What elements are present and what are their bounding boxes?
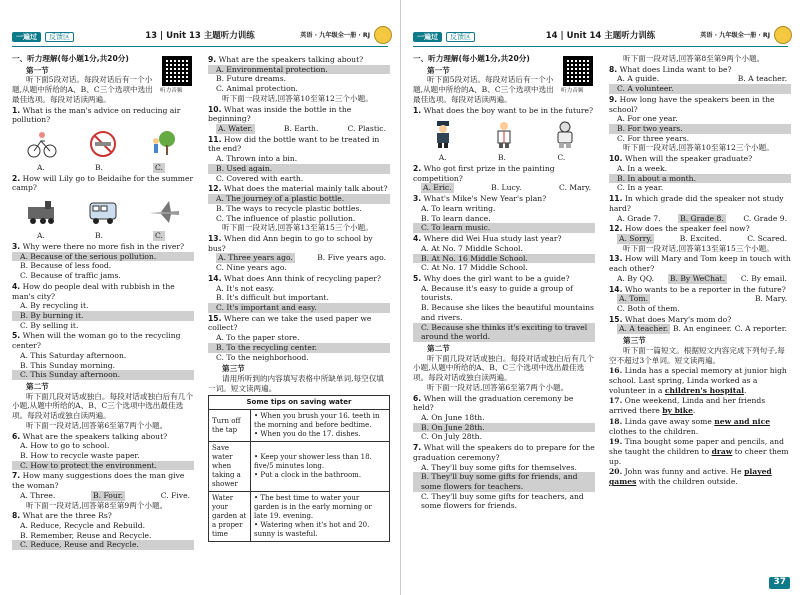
option-b[interactable]: B. For two years. xyxy=(609,124,791,134)
question-3: 3. What's Mike's New Year's plan? xyxy=(413,194,547,204)
instructions: 请用所听到的内容填写表格中所缺单词,每空仅填一词。短文读两遍。 xyxy=(208,374,384,393)
right-col-b xyxy=(609,54,791,487)
section-tag: 反馈区 xyxy=(45,32,74,43)
option-a[interactable]: A. xyxy=(37,231,45,241)
fill-item-16: 16. Linda has a special memory at junior high school. Last spring, Linda worked as a volunteer in a children's hospital. xyxy=(609,366,787,395)
option-c[interactable]: C. Covered with earth. xyxy=(216,173,304,183)
question-3: 3. Why were there no more fish in the river? xyxy=(12,241,185,251)
question-2: 2. Who got first prize in the painting competition? xyxy=(413,164,555,183)
answer-blank[interactable]: children's hospital xyxy=(664,385,745,395)
train-icon xyxy=(25,197,59,227)
picture-labels xyxy=(12,231,194,241)
question-13: 13. When did Ann begin to go to school by bus? xyxy=(208,233,373,253)
sub-instructions: 听下面一段对话,回答第13至第15三个小题。 xyxy=(623,243,774,253)
question-8: 8. What are the three Rs? xyxy=(12,511,112,521)
question-7: 7. What will the speakers do to prepare for the graduation ceremony? xyxy=(413,443,595,462)
option-b[interactable]: B. xyxy=(94,231,103,241)
table-row xyxy=(209,492,390,542)
picture-options xyxy=(413,117,595,151)
question-4: 4. How do people deal with rubbish in the man's city? xyxy=(12,281,175,301)
option-a[interactable]: A. To learn writing. xyxy=(421,203,496,213)
option-b[interactable]: B. How to recycle waste paper. xyxy=(20,451,140,460)
sub-instructions: 听下面一段对话,回答第13至第15三个小题。 xyxy=(222,223,373,233)
tree-planting-icon xyxy=(147,129,181,159)
table-key: Save water when taking a shower xyxy=(209,442,251,492)
picture-options xyxy=(12,127,194,161)
option-b[interactable]: B. xyxy=(497,153,506,163)
fill-item-19: 19. Tina bought some paper and pencils, and she taught the children to draw to cheer them up. xyxy=(609,437,789,466)
option-b[interactable]: B. It's difficult but important. xyxy=(216,293,329,303)
option-c[interactable]: C. On July 28th. xyxy=(421,432,482,442)
option-c[interactable]: C. Because she thinks it's exciting to travel around the world. xyxy=(413,323,595,342)
option-b[interactable]: B. Grade 8. xyxy=(680,213,724,223)
answer-blank[interactable]: new and nice xyxy=(714,416,771,426)
part-heading: 一、听力理解(每小题1分,共20分) xyxy=(12,54,129,63)
option-b[interactable]: B. Five years ago. xyxy=(317,253,386,263)
option-b[interactable]: B. Because she likes the beautiful mountains and rivers. xyxy=(421,303,594,322)
header-rule xyxy=(12,46,388,47)
sub-instructions: 听下面一段对话,回答第8至第9两个小题。 xyxy=(623,54,765,63)
picture-labels xyxy=(12,163,194,173)
option-c[interactable]: C. Mary. xyxy=(558,183,591,193)
option-a[interactable]: A. They'll buy some gifts for themselves. xyxy=(421,462,577,472)
inline-options xyxy=(609,274,791,284)
question-4: 4. Where did Wei Hua study last year? xyxy=(413,234,562,244)
option-b[interactable]: B. At No. 16 Middle School. xyxy=(413,254,595,264)
option-a[interactable]: A. A teacher. xyxy=(619,324,669,334)
option-b[interactable]: B. Remember, Reuse and Recycle. xyxy=(20,530,152,540)
question-7: 7. How many suggestions does the man give the woman? xyxy=(12,471,185,491)
inline-options xyxy=(208,124,390,134)
option-b[interactable]: B. To learn dance. xyxy=(421,213,491,223)
option-c[interactable]: C. A volunteer. xyxy=(609,84,791,94)
option-a[interactable]: A. To the paper store. xyxy=(216,333,300,343)
table-key: Turn off the tap xyxy=(209,410,251,442)
sub-instructions: 听下面一段对话,回答第6至第7两个小题。 xyxy=(26,420,168,430)
header-rule xyxy=(413,46,788,47)
question-2: 2. How will Lily go to Beidaihe for the summer camp? xyxy=(12,173,194,193)
option-b[interactable]: B. This Sunday morning. xyxy=(20,360,116,370)
question-6: 6. What are the speakers talking about? xyxy=(12,431,168,441)
option-b[interactable]: B. To the recycling center. xyxy=(208,343,390,353)
option-b[interactable]: B. On June 28th. xyxy=(413,423,595,433)
right-header xyxy=(401,30,800,44)
question-8: 8. What does Linda want to be? xyxy=(609,64,732,74)
question-13: 13. How will Mary and Tom keep in touch with each other? xyxy=(609,254,791,274)
sub-instructions: 听下面一段对话,回答第10至第12三个小题。 xyxy=(623,143,774,153)
question-6: 6. When will the graduation ceremony be held? xyxy=(413,393,574,413)
option-c[interactable]: C. xyxy=(154,163,163,173)
option-c[interactable]: C. xyxy=(154,231,163,241)
option-c[interactable]: C. The influence of plastic pollution. xyxy=(216,213,356,223)
option-b[interactable]: B. They'll buy some gifts for friends, and some flowers for teachers. xyxy=(413,472,595,491)
inline-options xyxy=(609,214,791,224)
sub-instructions: 听下面一段对话,回答第6至第7两个小题。 xyxy=(427,382,569,392)
option-b[interactable]: B. Lucy. xyxy=(491,183,522,193)
option-c[interactable]: C. At No. 17 Middle School. xyxy=(421,263,528,273)
option-c[interactable]: C. xyxy=(557,153,566,163)
question-12: 12. How does the speaker feel now? xyxy=(609,224,750,234)
option-b[interactable]: B. Excited. xyxy=(679,233,722,243)
option-a[interactable]: A. For one year. xyxy=(617,114,678,124)
option-b[interactable]: B. xyxy=(94,163,103,173)
option-a[interactable]: A. xyxy=(438,153,447,163)
answer-blank[interactable]: draw xyxy=(711,447,733,457)
fill-item-17: 17. One weekend, Linda and her friends arrived there by bike. xyxy=(609,396,766,416)
bus-icon xyxy=(86,197,120,227)
qr-caption: 听力音频 xyxy=(561,88,584,94)
table-row xyxy=(209,410,390,442)
left-col-a xyxy=(12,54,194,550)
option-c[interactable]: C. For three years. xyxy=(617,133,690,143)
answer-blank[interactable]: played games xyxy=(609,467,772,487)
option-a[interactable]: A. By QQ. xyxy=(617,273,655,283)
option-b[interactable]: B. Used again. xyxy=(208,164,390,174)
question-5: 5. When will the woman go to the recycling center? xyxy=(12,331,181,351)
inline-options xyxy=(609,74,791,84)
section-heading: 第三节 xyxy=(222,364,245,374)
option-a[interactable]: A. A guide. xyxy=(617,74,660,84)
option-a[interactable]: A. It's not easy. xyxy=(216,283,275,293)
doctor-icon xyxy=(487,119,521,149)
brand-logo: 一遍过 xyxy=(413,32,442,43)
qr-code-icon[interactable] xyxy=(162,56,192,86)
table-value: • When you brush your 16. teeth in the morning and before bedtime. • When you do the 17. dishes. xyxy=(251,410,390,442)
right-page xyxy=(400,0,800,595)
option-a[interactable]: A. xyxy=(37,163,45,173)
option-c[interactable]: C. It's important and easy. xyxy=(208,303,390,313)
unit-title: 14 | Unit 14 主题听力训练 xyxy=(545,31,656,41)
option-b[interactable]: B. Earth. xyxy=(283,124,319,134)
fill-item-20: 20. John was funny and active. He played games with the children outside. xyxy=(609,467,772,487)
instructions: 听下面5段对话。每段对话后有一个小题,从题中所给的A、B、C三个选项中选出最佳选项。每段对话读两遍。 xyxy=(413,75,554,104)
tips-table xyxy=(208,395,390,541)
qr-code-icon[interactable] xyxy=(563,56,593,86)
section-heading: 第二节 xyxy=(26,381,49,391)
mascot-icon xyxy=(374,26,392,44)
option-c[interactable]: C. They'll buy some gifts for teachers, and some flowers for friends. xyxy=(421,491,584,511)
option-c[interactable]: C. This Sunday afternoon. xyxy=(12,370,194,380)
option-a[interactable]: A. Because of the serious pollution. xyxy=(12,252,194,262)
question-9: 9. How long have the speakers been in the school? xyxy=(609,94,775,114)
unit-title: 13 | Unit 13 主题听力训练 xyxy=(145,31,255,41)
option-c[interactable]: C. Animal protection. xyxy=(216,84,298,94)
table-value: • Keep your shower less than 18. five/5 minutes long. • Put a clock in the bathroom. xyxy=(251,442,390,492)
question-10: 10. What was inside the bottle in the beginning? xyxy=(208,104,352,124)
astronaut-icon xyxy=(548,119,582,149)
section-heading: 第二节 xyxy=(427,343,450,353)
option-c[interactable]: C. To learn music. xyxy=(413,223,595,233)
police-officer-icon xyxy=(426,119,460,149)
instructions: 听下面5段对话。每段对话后有一个小题,从题中所给的A、B、C三个选项中选出最佳选项。每段对话读两遍。 xyxy=(12,75,153,104)
qr-caption: 听力音频 xyxy=(160,88,183,94)
question-1: 1. What does the boy want to be in the future? xyxy=(413,105,594,115)
question-15: 15. What does Mary's mom do? xyxy=(609,314,732,324)
picture-labels xyxy=(413,153,595,163)
inline-options xyxy=(12,491,194,501)
option-b[interactable]: B. A teacher. xyxy=(737,74,787,84)
option-a[interactable]: A. Environmental protection. xyxy=(208,65,390,75)
option-c[interactable]: C. Reduce, Reuse and Recycle. xyxy=(12,540,194,550)
option-a[interactable]: A. At No. 7 Middle School. xyxy=(421,243,523,253)
option-a[interactable]: A. Because it's easy to guide a group of tourists. xyxy=(421,283,573,303)
option-b[interactable]: B. An engineer. xyxy=(672,324,732,334)
option-c[interactable]: C. Five. xyxy=(160,490,190,500)
inline-options xyxy=(609,294,791,304)
inline-options xyxy=(413,183,595,193)
option-c[interactable]: C. A reporter. xyxy=(734,324,787,334)
option-c[interactable]: C. By email. xyxy=(740,273,787,283)
option-c[interactable]: C. To the neighborhood. xyxy=(216,352,309,362)
option-a[interactable]: A. On June 18th. xyxy=(421,413,485,422)
option-b[interactable]: B. Four. xyxy=(93,490,123,500)
option-a[interactable]: A. By recycling it. xyxy=(20,301,89,311)
option-c[interactable]: C. In a year. xyxy=(617,183,664,193)
table-key: Water your garden at a proper time xyxy=(209,492,251,542)
fill-item-18: 18. Linda gave away some new and nice clothes to the children. xyxy=(609,416,771,436)
option-a[interactable]: A. Thrown into a bin. xyxy=(216,154,298,164)
mascot-icon xyxy=(774,26,792,44)
option-a[interactable]: A. Water. xyxy=(218,124,253,134)
option-b[interactable]: B. Future dreams. xyxy=(216,74,287,84)
section-heading: 第一节 xyxy=(26,65,49,75)
instructions: 听下面几段对话或独白。每段对话或独白后有几个小题,从题中所给的A、B、C三个选项中选出最佳选项。每段对话或独白读两遍。 xyxy=(12,391,194,421)
option-a[interactable]: A. Grade 7. xyxy=(617,213,661,223)
table-title: Some tips on saving water xyxy=(209,396,390,410)
option-a[interactable]: A. Reduce, Recycle and Rebuild. xyxy=(20,521,145,531)
question-1: 1. What is the man's advice on reducing air pollution? xyxy=(12,105,181,125)
brand-logo: 一遍过 xyxy=(12,32,41,43)
question-14: 14. What does Ann think of recycling paper? xyxy=(208,273,381,283)
right-col-a xyxy=(413,54,595,511)
option-c[interactable]: C. Nine years ago. xyxy=(216,263,287,273)
inline-options xyxy=(609,324,791,334)
option-a[interactable]: A. In a week. xyxy=(617,163,668,173)
option-b[interactable]: B. Mary. xyxy=(754,294,787,304)
option-a[interactable]: A. Sorry. xyxy=(619,233,653,243)
question-5: 5. Why does the girl want to be a guide? xyxy=(413,273,570,283)
series-label: 英语 · 九年级全一册 · RJ xyxy=(700,32,770,39)
option-c[interactable]: C. Both of them. xyxy=(617,303,680,313)
table-row xyxy=(209,442,390,492)
option-b[interactable]: B. By burning it. xyxy=(12,311,194,321)
section-heading: 第一节 xyxy=(427,65,450,75)
option-c[interactable]: C. Because of traffic jams. xyxy=(20,271,121,281)
question-11: 11. In which grade did the speaker not study hard? xyxy=(609,194,784,213)
series-label: 英语 · 九年级全一册 · RJ xyxy=(300,32,370,39)
option-a[interactable]: A. This Saturday afternoon. xyxy=(20,350,127,360)
plane-icon xyxy=(147,197,181,227)
option-a[interactable]: A. The journey of a plastic bottle. xyxy=(208,194,390,204)
section-tag: 反馈区 xyxy=(446,32,475,43)
question-9: 9. What are the speakers talking about? xyxy=(208,55,364,64)
question-14: 14. Who wants to be a reporter in the future? xyxy=(609,284,786,294)
instructions: 听下面几段对话或独白。每段对话或独白后有几个小题,从题中所给的A、B、C三个选项中选出最佳选项。每段对话或独白读两遍。 xyxy=(413,353,595,383)
no-smoking-icon xyxy=(86,129,120,159)
option-a[interactable]: A. Three years ago. xyxy=(218,253,293,263)
option-b[interactable]: B. In about a month. xyxy=(609,174,791,184)
option-a[interactable]: A. Eric. xyxy=(423,183,452,193)
question-15: 15. Where can we take the used paper we collect? xyxy=(208,313,372,333)
option-a[interactable]: A. Three. xyxy=(20,490,56,500)
option-b[interactable]: B. By WeChat. xyxy=(669,273,725,283)
picture-options xyxy=(12,195,194,229)
inline-options xyxy=(609,234,791,244)
left-header xyxy=(0,30,400,44)
left-col-b xyxy=(208,54,390,542)
answer-blank[interactable]: by bike xyxy=(662,406,693,416)
question-10: 10. When will the speaker graduate? xyxy=(609,154,753,164)
part-heading: 一、听力理解(每小题1分,共20分) xyxy=(413,54,530,63)
option-c[interactable]: C. Grade 9. xyxy=(743,213,787,223)
option-c[interactable]: C. Plastic. xyxy=(347,124,386,134)
sub-instructions: 听下面一段对话,回答第8至第9两个小题。 xyxy=(26,500,168,510)
question-12: 12. What does the material mainly talk about? xyxy=(208,184,388,194)
option-a[interactable]: A. How to go to school. xyxy=(20,441,110,451)
option-a[interactable]: A. Tom. xyxy=(619,294,648,304)
option-c[interactable]: C. By selling it. xyxy=(20,320,79,330)
table-value: • The best time to water your garden is in the early morning or late 19. evening. • Watering when it's hot and 20. sunny is wasteful. xyxy=(251,492,390,542)
cyclist-icon xyxy=(25,129,59,159)
option-b[interactable]: B. Because of less food. xyxy=(20,261,112,271)
option-c[interactable]: C. Scared. xyxy=(747,233,787,243)
sub-instructions: 听下面一段对话,回答第10至第12三个小题。 xyxy=(222,93,373,103)
instructions: 听下面一篇短文。根据短文内容完成下列句子,每空不超过3个单词。短文读两遍。 xyxy=(609,345,785,365)
option-b[interactable]: B. The ways to recycle plastic bottles. xyxy=(216,203,362,213)
section-heading: 第三节 xyxy=(623,336,646,346)
page-number: 37 xyxy=(769,577,790,589)
option-c[interactable]: C. How to protect the environment. xyxy=(12,461,194,471)
inline-options xyxy=(208,253,390,263)
question-11: 11. How did the bottle want to be treated in the end? xyxy=(208,134,380,154)
